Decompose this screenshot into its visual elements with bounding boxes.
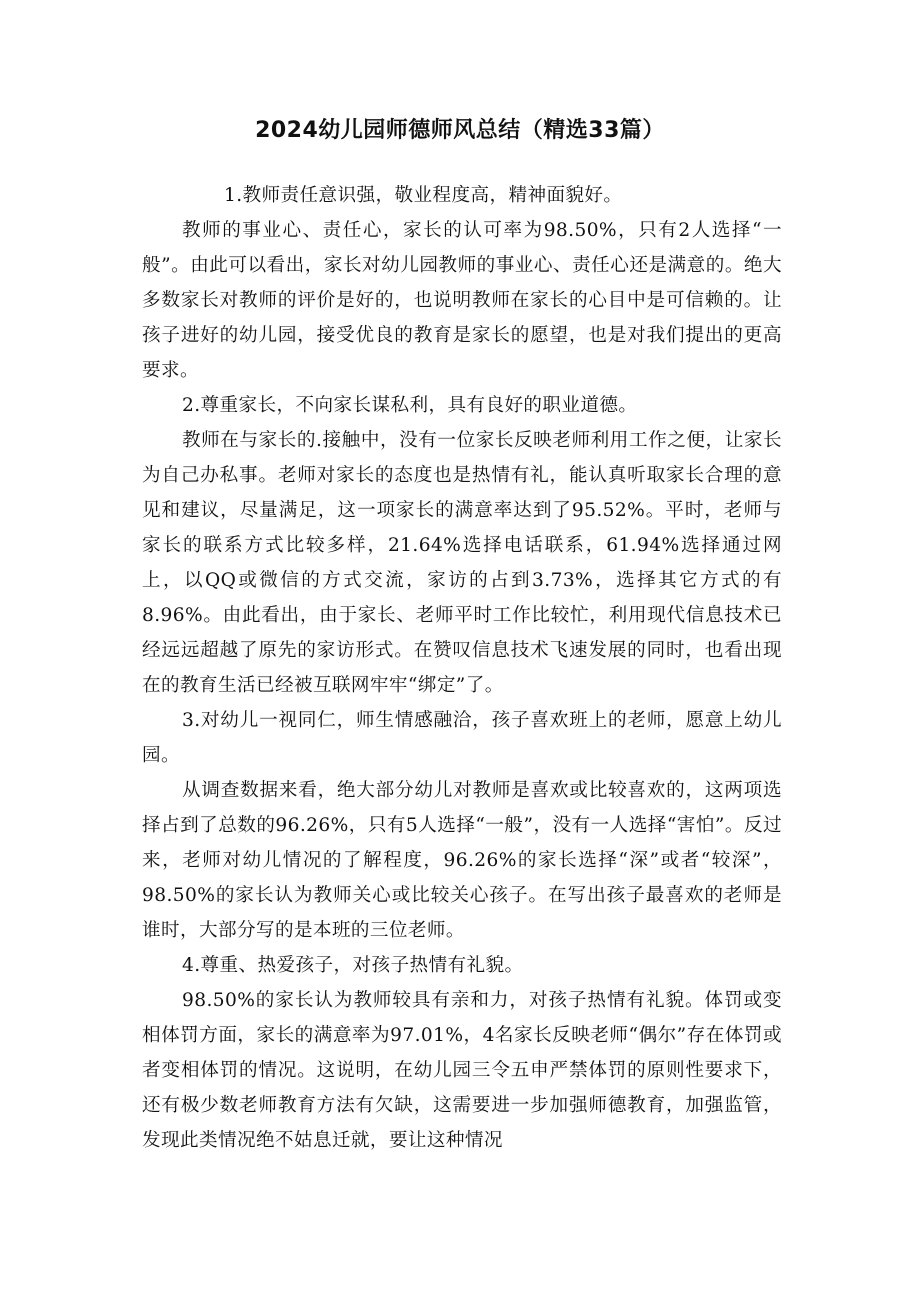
paragraph: 98.50%的家长认为教师较具有亲和力，对孩子热情有礼貌。体罚或变相体罚方面，家长的满意率为97.01%，4名家长反映老师“偶尔”存在体罚或者变相体罚的情况。这说明，在幼儿园三令五申严禁体罚的原则性要求下，还有极少数老师教育方法有欠缺，这需要进一步加强师德教育，加强监管，发现此类情况绝不姑息迁就，要让这种情况	[142, 990, 782, 1151]
paragraph: 教师的事业心、责任心，家长的认可率为98.50%，只有2人选择“一般”。由此可以看出，家长对幼儿园教师的事业心、责任心还是满意的。绝大多数家长对教师的评价是好的，也说明教师在家长的心目中是可信赖的。让孩子进好的幼儿园，接受优良的教育是家长的愿望，也是对我们提出的更高要求。	[142, 220, 782, 381]
section-heading-1: 1.教师责任意识强，敬业程度高，精神面貌好。	[224, 185, 623, 206]
section-heading-4: 4.尊重、热爱孩子，对孩子热情有礼貌。	[182, 955, 524, 976]
paragraph: 从调查数据来看，绝大部分幼儿对教师是喜欢或比较喜欢的，这两项选择占到了总数的96.26%，只有5人选择“一般”，没有一人选择“害怕”。反过来，老师对幼儿情况的了解程度，96.26%的家长选择“深”或者“较深”，98.50%的家长认为教师关心或比较关心孩子。在写出孩子最喜欢的老师是谁时，大部分写的是本班的三位老师。	[142, 780, 782, 941]
section-heading-3: 3.对幼儿一视同仁，师生情感融洽，孩子喜欢班上的老师，愿意上幼儿园。	[142, 710, 782, 766]
paragraph: 教师在与家长的.接触中，没有一位家长反映老师利用工作之便，让家长为自己办私事。老师对家长的态度也是热情有礼，能认真听取家长合理的意见和建议，尽量满足，这一项家长的满意率达到了95.52%。平时，老师与家长的联系方式比较多样，21.64%选择电话联系，61.94%选择通过网上，以QQ或微信的方式交流，家访的占到3.73%，选择其它方式的有8.96%。由此看出，由于家长、老师平时工作比较忙，利用现代信息技术已经远远超越了原先的家访形式。在赞叹信息技术飞速发展的同时，也看出现在的教育生活已经被互联网牢牢“绑定”了。	[142, 430, 782, 696]
document-body	[142, 178, 782, 1158]
document-title: 2024幼儿园师德师风总结（精选33篇）	[255, 118, 665, 143]
section-heading-2: 2.尊重家长，不向家长谋私利，具有良好的职业道德。	[182, 395, 638, 416]
